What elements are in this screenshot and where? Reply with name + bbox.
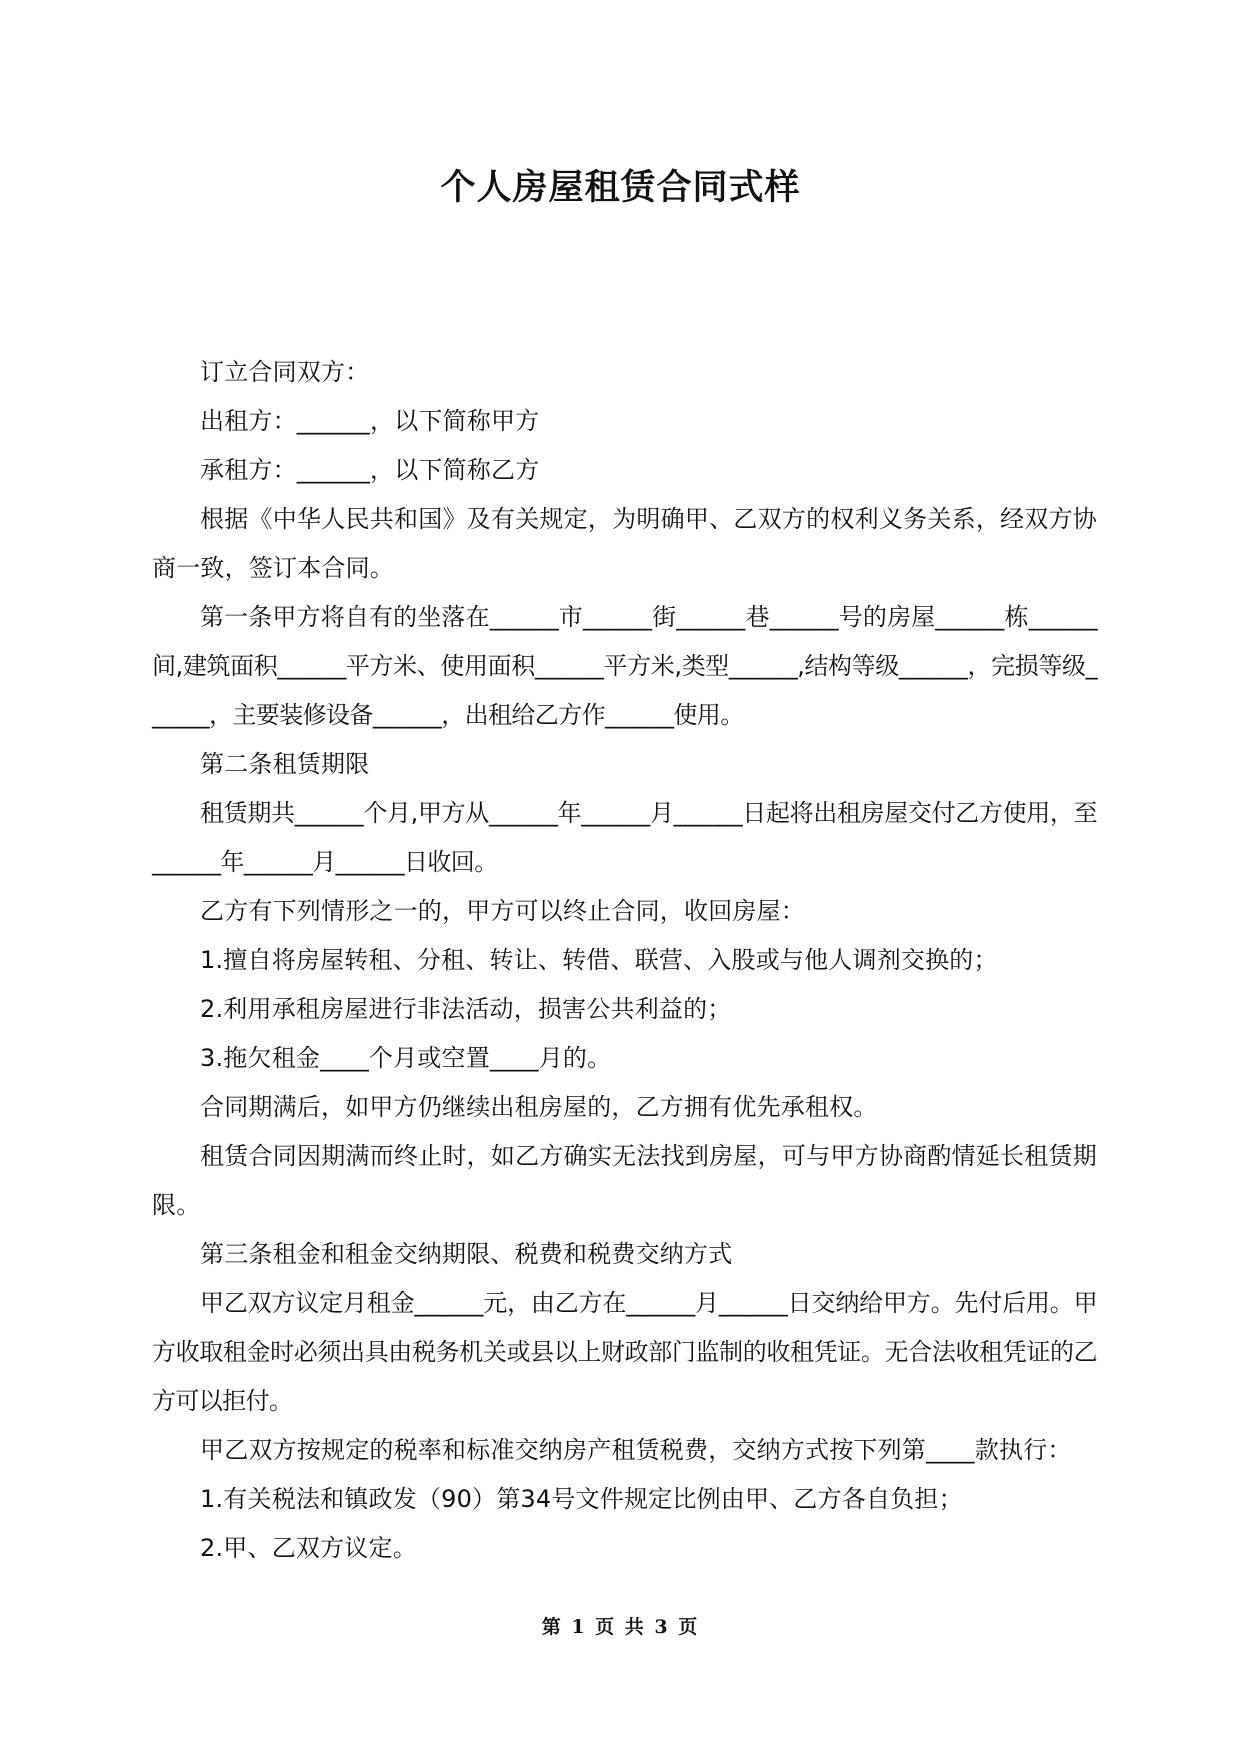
page-number-footer: 第 1 页 共 3 页	[541, 1616, 700, 1638]
paragraph-termination-item-1: 1.擅自将房屋转租、分租、转让、转借、联营、入股或与他人调剂交换的；	[200, 946, 998, 974]
paragraph-lessor: 出租方：______，以下简称甲方	[200, 407, 540, 435]
paragraph-tax-item-2: 2.甲、乙双方议定。	[200, 1534, 417, 1562]
document-body	[152, 348, 1097, 1573]
paragraph-termination-item-2: 2.利用承租房屋进行非法活动，损害公共利益的；	[200, 995, 732, 1023]
paragraph-rent-payment: 甲乙双方议定月租金______元，由乙方在______月______日交纳给甲方。先付后用。甲方收取租金时必须出具由税务机关或县以上财政部门监制的收租凭证。无合法收租凭证的乙方可以拒付。	[152, 1289, 1097, 1415]
paragraph-termination-item-3: 3.拖欠租金____个月或空置____月的。	[200, 1044, 612, 1072]
document-title: 个人房屋租赁合同式样	[440, 168, 801, 208]
paragraph-renewal-priority: 合同期满后，如甲方仍继续出租房屋的，乙方拥有优先承租权。	[200, 1093, 878, 1121]
paragraph-termination-intro: 乙方有下列情形之一的，甲方可以终止合同，收回房屋：	[200, 897, 805, 925]
paragraph-lease-term: 租赁期共______个月,甲方从______年______月______日起将出租房屋交付乙方使用，至______年______月______日收回。	[152, 799, 1097, 876]
paragraph-article-3-heading: 第三条租金和租金交纳期限、税费和税费交纳方式	[200, 1240, 733, 1268]
paragraph-preamble: 根据《中华人民共和国》及有关规定，为明确甲、乙双方的权利义务关系，经双方协商一致，签订本合同。	[152, 505, 1097, 582]
paragraph-article-2-heading: 第二条租赁期限	[200, 750, 370, 778]
paragraph-extension: 租赁合同因期满而终止时，如乙方确实无法找到房屋，可与甲方协商酌情延长租赁期限。	[152, 1142, 1097, 1219]
paragraph-parties-heading: 订立合同双方：	[200, 358, 370, 386]
paragraph-article-1: 第一条甲方将自有的坐落在______市______街______巷______号的房屋______栋______间,建筑面积______平方米、使用面积______平方米,类型______,结构等级______，完损等级______，主要装修设备______，出租给乙方作______使用。	[152, 603, 1097, 729]
paragraph-tax-payment: 甲乙双方按规定的税率和标准交纳房产租赁税费，交纳方式按下列第____款执行：	[200, 1436, 1072, 1464]
paragraph-tax-item-1: 1.有关税法和镇政发（90）第34号文件规定比例由甲、乙方各自负担；	[200, 1485, 963, 1513]
paragraph-lessee: 承租方：______，以下简称乙方	[200, 456, 540, 484]
